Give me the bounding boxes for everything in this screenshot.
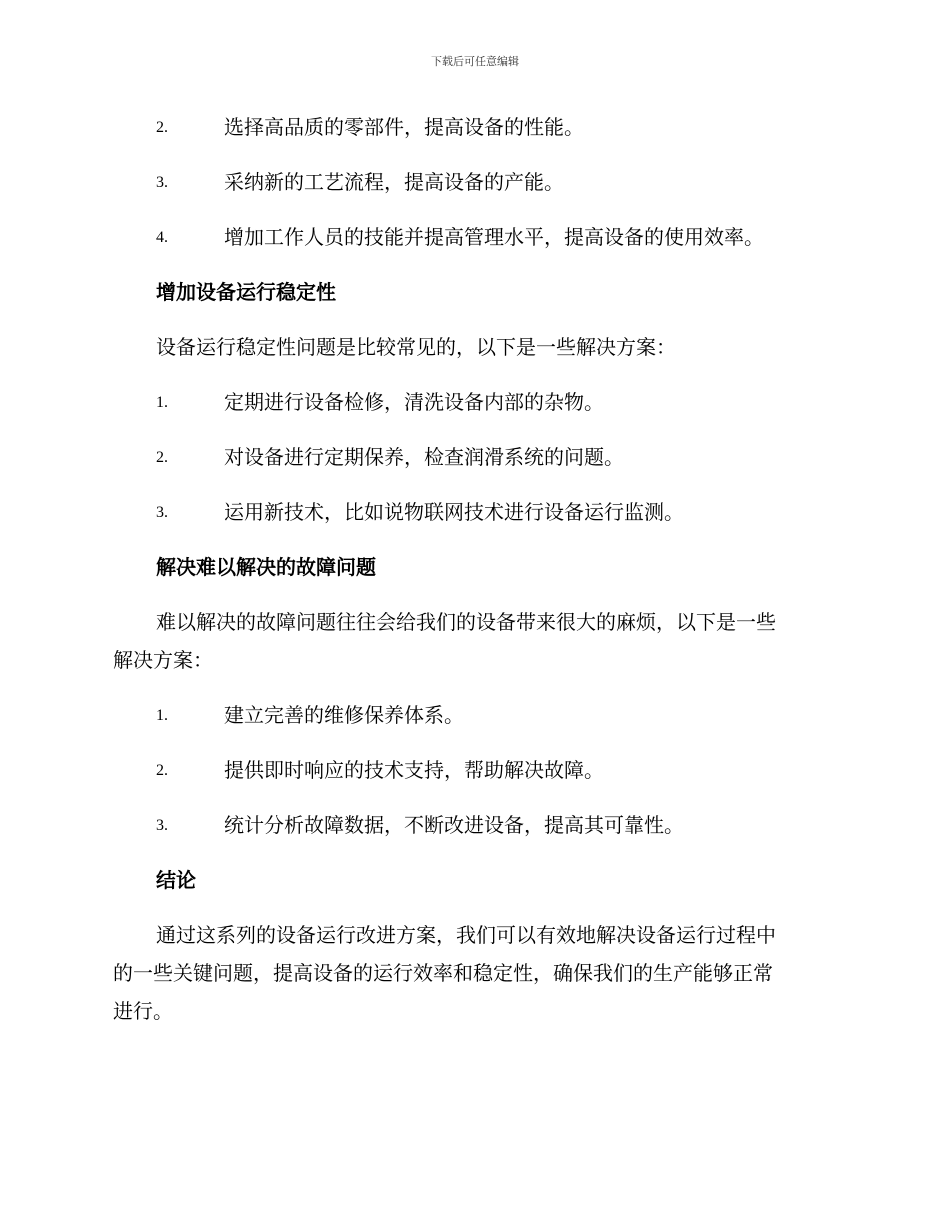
list-item-number: 1. <box>156 707 168 724</box>
list-item <box>113 163 833 201</box>
list-item <box>113 108 833 146</box>
paragraph-line: 的一些关键问题，提高设备的运行效率和稳定性，确保我们的生产能够正常 <box>113 961 773 985</box>
section-heading-stability: 增加设备运行稳定性 <box>156 280 336 304</box>
list-item <box>113 438 833 476</box>
list-item-number: 3. <box>156 817 168 834</box>
list-item-text: 增加工作人员的技能并提高管理水平，提高设备的使用效率。 <box>224 225 764 249</box>
list-item-number: 2. <box>156 449 168 466</box>
list-item-text: 定期进行设备检修，清洗设备内部的杂物。 <box>224 390 604 414</box>
list-item-text: 建立完善的维修保养体系。 <box>224 703 464 727</box>
section-heading-conclusion: 结论 <box>156 868 196 892</box>
conclusion-paragraph <box>113 916 833 1030</box>
section-intro-faults <box>113 603 833 679</box>
list-item <box>113 806 833 844</box>
list-item-text: 运用新技术，比如说物联网技术进行设备运行监测。 <box>224 500 684 524</box>
paragraph-line: 通过这系列的设备运行改进方案，我们可以有效地解决设备运行过程中 <box>156 923 776 947</box>
list-item-text: 采纳新的工艺流程，提高设备的产能。 <box>224 170 564 194</box>
list-item-number: 2. <box>156 119 168 136</box>
paragraph-line: 进行。 <box>113 999 173 1023</box>
list-item-number: 4. <box>156 229 168 246</box>
list-item <box>113 493 833 531</box>
list-item-text: 提供即时响应的技术支持，帮助解决故障。 <box>224 758 604 782</box>
list-item-text: 统计分析故障数据，不断改进设备，提高其可靠性。 <box>224 813 684 837</box>
section-heading-faults: 解决难以解决的故障问题 <box>156 555 376 579</box>
list-item-text: 选择高品质的零部件，提高设备的性能。 <box>224 115 584 139</box>
list-item-number: 3. <box>156 504 168 521</box>
paragraph-line: 解决方案： <box>113 648 213 672</box>
list-item-number: 1. <box>156 394 168 411</box>
list-item-number: 2. <box>156 762 168 779</box>
list-item-text: 对设备进行定期保养，检查润滑系统的问题。 <box>224 445 624 469</box>
paragraph-line: 难以解决的故障问题往往会给我们的设备带来很大的麻烦，以下是一些 <box>156 610 776 634</box>
list-item-number: 3. <box>156 174 168 191</box>
list-item <box>113 218 833 256</box>
section-intro-stability: 设备运行稳定性问题是比较常见的，以下是一些解决方案： <box>156 335 676 359</box>
list-item <box>113 696 833 734</box>
page-header: 下载后可任意编辑 <box>431 55 519 68</box>
list-item <box>113 383 833 421</box>
document-body <box>113 108 833 1047</box>
list-item <box>113 751 833 789</box>
